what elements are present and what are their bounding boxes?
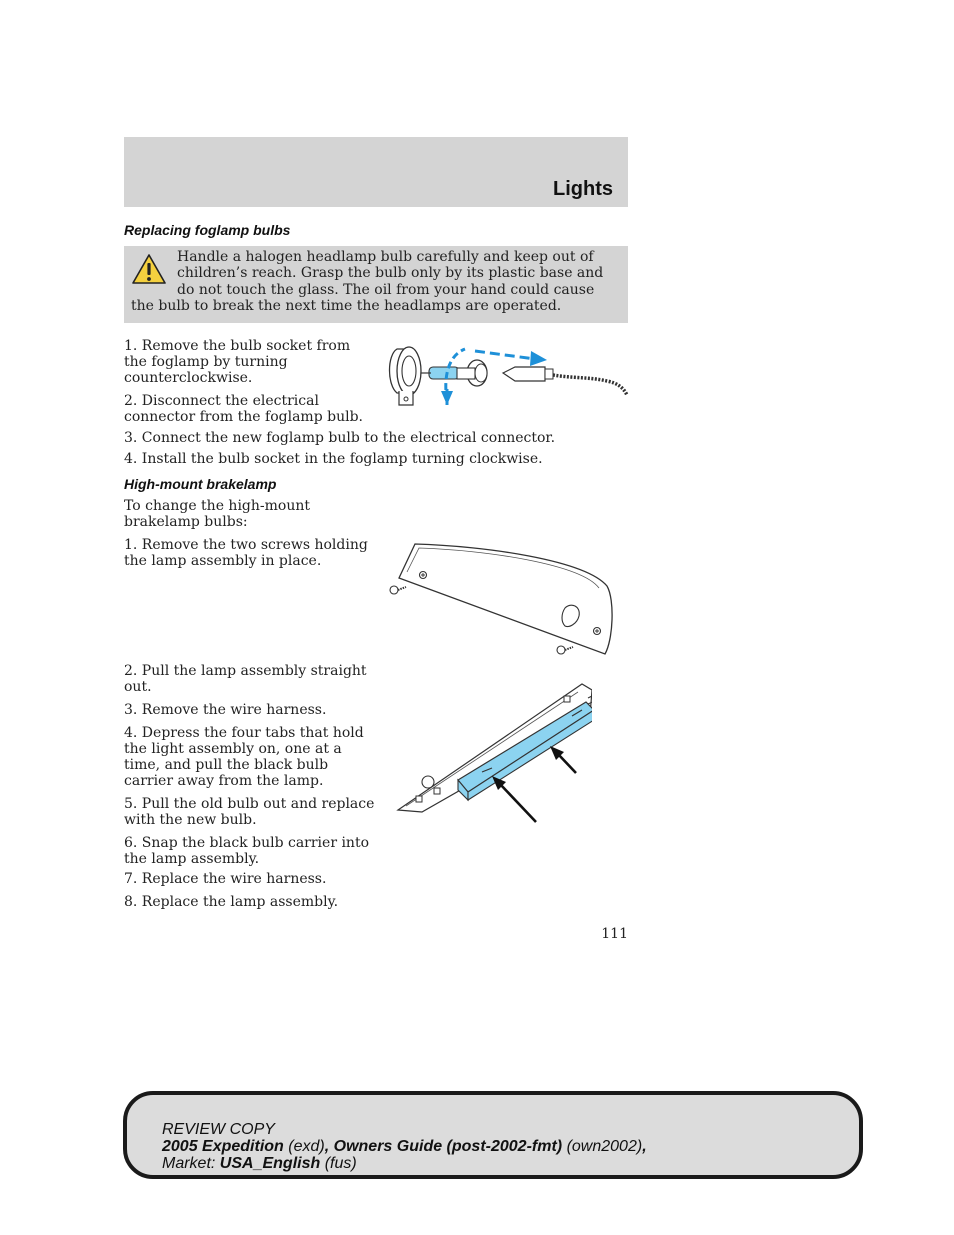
brakelamp-step-6: 6. Snap the black bulb carrier into the lamp assembly.	[124, 835, 370, 867]
market-label: Market:	[162, 1155, 216, 1172]
foglamp-step-2: 2. Disconnect the electrical connector from the foglamp bulb.	[124, 393, 363, 425]
brakelamp-step-7: 7. Replace the wire harness.	[124, 871, 327, 887]
foglamp-step-4: 4. Install the bulb socket in the foglamp turning clockwise.	[124, 451, 543, 467]
model-code: (exd)	[288, 1138, 325, 1155]
footer-line-3	[162, 1155, 859, 1172]
market-code: (fus)	[324, 1155, 357, 1172]
foglamp-heading: Replacing foglamp bulbs	[124, 222, 291, 238]
warning-box	[124, 246, 628, 323]
foglamp-illustration	[385, 335, 630, 413]
separator: ,	[324, 1138, 330, 1155]
brakelamp-step-4: 4. Depress the four tabs that hold the light assembly on, one at a time, and pull the black bulb carrier away from the lamp.	[124, 725, 364, 789]
brakelamp-screws-illustration	[385, 538, 620, 660]
separator: ,	[642, 1138, 647, 1155]
model-name: 2005 Expedition	[162, 1138, 284, 1155]
market-name: USA_English	[219, 1155, 321, 1172]
section-header-band	[124, 137, 628, 207]
bulb-carrier-illustration	[392, 676, 592, 826]
brakelamp-step-8: 8. Replace the lamp assembly.	[124, 894, 339, 910]
warning-text: Handle a halogen headlamp bulb carefully and keep out of children’s reach. Grasp the bulb only by its plastic base and do not touch the glass. The oil from your hand could cause the bulb to break the next time the headlamps are operated.	[131, 249, 604, 315]
foglamp-step-1: 1. Remove the bulb socket from the foglamp by turning counterclockwise.	[124, 338, 351, 386]
brakelamp-step-1: 1. Remove the two screws holding the lamp assembly in place.	[124, 537, 368, 569]
review-copy-label: REVIEW COPY	[162, 1121, 275, 1138]
footer-line-2	[162, 1138, 859, 1155]
review-copy-footer	[123, 1091, 863, 1179]
section-title: Lights	[553, 178, 613, 200]
page-number: 111	[601, 926, 628, 942]
brakelamp-step-5: 5. Pull the old bulb out and replace with the new bulb.	[124, 796, 375, 828]
brakelamp-step-3: 3. Remove the wire harness.	[124, 702, 327, 718]
brakelamp-heading: High-mount brakelamp	[124, 476, 277, 492]
guide-code: (own2002)	[566, 1138, 643, 1155]
guide-name: Owners Guide (post-2002-fmt)	[333, 1138, 563, 1155]
brakelamp-intro: To change the high-mount brakelamp bulbs:	[124, 498, 310, 530]
warning-triangle-icon	[131, 253, 167, 285]
screw-2	[557, 646, 573, 654]
screw-1	[390, 586, 406, 594]
brakelamp-step-2: 2. Pull the lamp assembly straight out.	[124, 663, 367, 695]
foglamp-step-3: 3. Connect the new foglamp bulb to the electrical connector.	[124, 430, 556, 446]
